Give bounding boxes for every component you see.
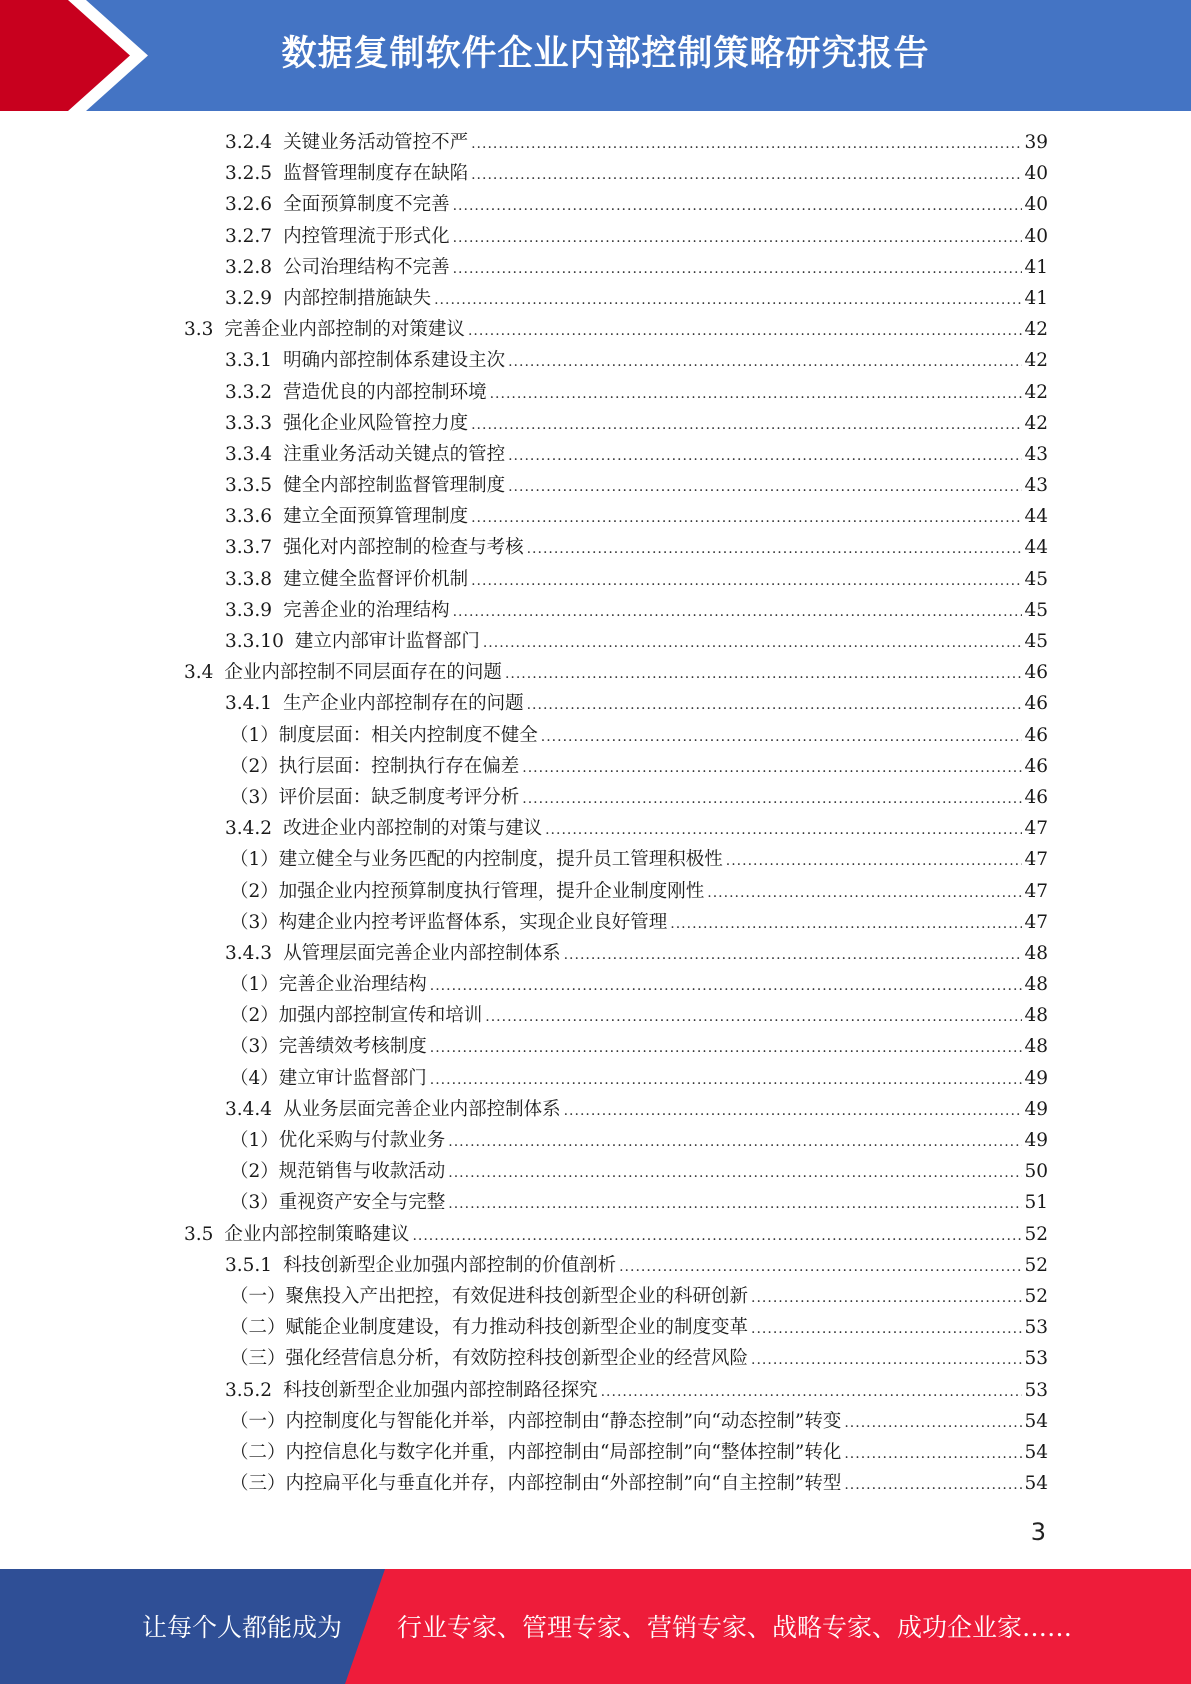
toc-entry-title: （1）建立健全与业务匹配的内控制度，提升员工管理积极性 <box>230 849 723 871</box>
toc-entry[interactable] <box>0 907 1191 938</box>
toc-entry-title: （三）强化经营信息分析，有效防控科技创新型企业的经营风险 <box>230 1348 749 1370</box>
toc-entry[interactable] <box>0 377 1191 408</box>
toc-entry-title: 关键业务活动管控不严 <box>283 132 469 153</box>
toc-leader-dots <box>468 316 1023 347</box>
toc-entry-page: 47 <box>1024 911 1048 933</box>
toc-entry-number: 3.3.6 <box>225 506 273 528</box>
toc-entry-title: （二）赋能企业制度建设，有力推动科技创新型企业的制度变革 <box>230 1317 749 1339</box>
toc-entry-title: 建立全面预算管理制度 <box>283 506 469 528</box>
toc-leader-dots <box>453 254 1023 285</box>
toc-entry-page: 46 <box>1024 693 1048 715</box>
toc-leader-dots <box>619 1252 1022 1283</box>
document-title: 数据复制软件企业内部控制策略研究报告 <box>281 34 930 74</box>
toc-entry[interactable] <box>0 1375 1191 1406</box>
toc-leader-dots <box>490 379 1023 410</box>
toc-entry-page: 45 <box>1024 568 1048 590</box>
toc-entry-title: （1）完善企业治理结构 <box>230 974 427 996</box>
toc-entry-title: （4）建立审计监督部门 <box>230 1067 427 1089</box>
toc-entry-page: 42 <box>1024 381 1048 403</box>
toc-entry-page: 52 <box>1024 1285 1048 1307</box>
toc-entry-title: （1）优化采购与付款业务 <box>230 1130 446 1151</box>
toc-entry-number: 3.4.4 <box>225 1098 273 1120</box>
toc-entry-title: （2）加强企业内控预算制度执行管理，提升企业制度刚性 <box>230 880 705 902</box>
toc-entry-title: 科技创新型企业加强内部控制路径探究 <box>283 1379 598 1401</box>
toc-entry-title: （3）评价层面：缺乏制度考评分析 <box>230 786 520 808</box>
toc-entry[interactable] <box>0 720 1191 751</box>
toc-entry-title: 建立健全监督评价机制 <box>283 568 469 590</box>
toc-entry-number: 3.3.5 <box>225 475 273 497</box>
toc-entry[interactable] <box>0 626 1191 657</box>
toc-entry[interactable] <box>0 439 1191 470</box>
toc-leader-dots <box>527 534 1023 565</box>
toc-entry-title: 企业内部控制不同层面存在的问题 <box>224 662 502 684</box>
toc-entry-title: 注重业务活动关键点的管控 <box>283 443 506 465</box>
footer-slogan-right: 行业专家、管理专家、营销专家、战略专家、成功企业家…… <box>397 1613 1073 1642</box>
toc-leader-dots <box>751 1314 1022 1345</box>
toc-entry-title: （2）规范销售与收款活动 <box>230 1161 446 1183</box>
toc-entry-title: 建立内部审计监督部门 <box>294 631 480 652</box>
toc-entry[interactable] <box>0 1406 1191 1437</box>
toc-entry-page: 47 <box>1024 849 1048 871</box>
toc-entry-page: 42 <box>1024 350 1048 372</box>
toc-leader-dots <box>564 940 1023 971</box>
toc-entry-page: 46 <box>1024 724 1048 746</box>
toc-entry-page: 42 <box>1024 412 1048 434</box>
toc-entry-title: 科技创新型企业加强内部控制的价值剖析 <box>283 1254 617 1276</box>
toc-entry[interactable] <box>0 1063 1191 1094</box>
toc-leader-dots <box>751 1345 1022 1376</box>
toc-entry-number: 3.2.7 <box>225 225 273 247</box>
toc-leader-dots <box>448 1127 1022 1158</box>
toc-leader-dots <box>844 1439 1022 1470</box>
toc-entry[interactable] <box>0 782 1191 813</box>
toc-entry-number: 3.3.2 <box>225 381 273 403</box>
toc-entry-page: 40 <box>1024 194 1048 216</box>
toc-leader-dots <box>453 223 1023 254</box>
toc-leader-dots <box>508 347 1022 378</box>
toc-entry-title: 全面预算制度不完善 <box>283 194 450 216</box>
toc-entry[interactable] <box>0 657 1191 688</box>
toc-entry-number: 3.2.5 <box>225 163 273 185</box>
footer-band <box>0 1569 1191 1684</box>
toc-entry-number: 3.3.4 <box>225 443 273 465</box>
page-number: 3 <box>1030 1518 1046 1546</box>
toc-entry-title: 生产企业内部控制存在的问题 <box>283 693 524 715</box>
toc-entry-page: 46 <box>1024 755 1048 777</box>
toc-entry[interactable] <box>0 470 1191 501</box>
toc-entry-title: （2）加强内部控制宣传和培训 <box>230 1005 483 1027</box>
toc-entry-title: （3）构建企业内控考评监督体系，实现企业良好管理 <box>230 911 668 933</box>
toc-entry-page: 51 <box>1024 1192 1048 1214</box>
toc-entry-title: 从业务层面完善企业内部控制体系 <box>283 1098 561 1120</box>
toc-leader-dots <box>430 1033 1023 1064</box>
toc-entry-number: 3.3 <box>184 319 214 341</box>
toc-leader-dots <box>751 1283 1022 1314</box>
toc-entry-page: 44 <box>1024 506 1048 528</box>
table-of-contents <box>0 127 1191 1499</box>
toc-entry[interactable] <box>0 345 1191 376</box>
toc-leader-dots <box>508 441 1022 472</box>
toc-entry-number: 3.2.9 <box>225 287 273 309</box>
toc-entry[interactable] <box>0 1437 1191 1468</box>
toc-leader-dots <box>726 846 1023 877</box>
toc-entry-number: 3.4 <box>184 662 214 684</box>
toc-entry-page: 48 <box>1024 1005 1048 1027</box>
toc-leader-dots <box>508 472 1022 503</box>
toc-leader-dots <box>564 1096 1023 1127</box>
toc-entry-title: （2）执行层面：控制执行存在偏差 <box>230 755 520 777</box>
toc-entry-title: 完善企业的治理结构 <box>283 599 450 621</box>
toc-entry-number: 3.4.3 <box>225 942 273 964</box>
toc-entry-title: 企业内部控制策略建议 <box>224 1223 410 1245</box>
toc-entry-title: 营造优良的内部控制环境 <box>283 381 487 403</box>
toc-entry-page: 46 <box>1024 662 1048 684</box>
toc-entry-page: 48 <box>1024 942 1048 964</box>
toc-entry-page: 53 <box>1024 1379 1048 1401</box>
toc-entry[interactable] <box>0 1468 1191 1499</box>
toc-entry[interactable] <box>0 844 1191 875</box>
toc-leader-dots <box>844 1408 1022 1439</box>
toc-entry-page: 39 <box>1024 132 1048 153</box>
toc-entry-title: 从管理层面完善企业内部控制体系 <box>283 942 561 964</box>
toc-entry[interactable] <box>0 1312 1191 1343</box>
toc-entry[interactable] <box>0 813 1191 844</box>
toc-entry[interactable] <box>0 1343 1191 1374</box>
toc-entry-number: 3.2.8 <box>225 256 273 278</box>
toc-entry-number: 3.3.8 <box>225 568 273 590</box>
toc-leader-dots <box>453 597 1023 628</box>
toc-leader-dots <box>505 659 1023 690</box>
toc-entry-title: 内部控制措施缺失 <box>283 287 432 309</box>
toc-entry-page: 45 <box>1024 631 1048 652</box>
toc-leader-dots <box>471 566 1022 597</box>
toc-entry-page: 43 <box>1024 475 1048 497</box>
toc-entry-number: 3.2.4 <box>225 132 273 153</box>
toc-leader-dots <box>471 129 1022 160</box>
toc-entry-page: 54 <box>1024 1441 1048 1463</box>
toc-leader-dots <box>485 1002 1022 1033</box>
toc-entry-page: 47 <box>1024 880 1048 902</box>
toc-entry-title: （一）内控制度化与智能化并举，内部控制由“静态控制”向“动态控制”转变 <box>230 1410 842 1432</box>
toc-leader-dots <box>670 909 1022 940</box>
toc-entry-page: 48 <box>1024 974 1048 996</box>
toc-entry[interactable] <box>0 314 1191 345</box>
toc-entry-page: 52 <box>1024 1223 1048 1245</box>
toc-entry-page: 44 <box>1024 537 1048 559</box>
toc-entry[interactable] <box>0 189 1191 220</box>
toc-entry-title: 健全内部控制监督管理制度 <box>283 475 506 497</box>
toc-entry-page: 49 <box>1024 1130 1048 1151</box>
toc-entry-page: 53 <box>1024 1348 1048 1370</box>
toc-entry[interactable] <box>0 938 1191 969</box>
toc-entry[interactable] <box>0 408 1191 439</box>
toc-entry-title: （1）制度层面：相关内控制度不健全 <box>230 724 538 746</box>
toc-entry-page: 43 <box>1024 443 1048 465</box>
toc-entry[interactable] <box>0 1250 1191 1281</box>
toc-entry-title: 强化对内部控制的检查与考核 <box>283 537 524 559</box>
toc-entry-number: 3.4.1 <box>225 693 273 715</box>
toc-entry-page: 42 <box>1024 319 1048 341</box>
toc-entry-page: 41 <box>1024 287 1048 309</box>
toc-entry-number: 3.5 <box>184 1223 214 1245</box>
toc-entry[interactable] <box>0 1000 1191 1031</box>
toc-entry-page: 49 <box>1024 1067 1048 1089</box>
toc-entry-number: 3.2.6 <box>225 194 273 216</box>
toc-leader-dots <box>471 410 1022 441</box>
toc-entry-title: （二）内控信息化与数字化并重，内部控制由“局部控制”向“整体控制”转化 <box>230 1441 842 1463</box>
toc-entry[interactable] <box>0 532 1191 563</box>
toc-entry-title: 公司治理结构不完善 <box>283 256 450 278</box>
toc-leader-dots <box>545 815 1022 846</box>
toc-leader-dots <box>448 1189 1022 1220</box>
toc-entry-page: 50 <box>1024 1161 1048 1183</box>
toc-entry[interactable] <box>0 1187 1191 1218</box>
toc-entry-page: 41 <box>1024 256 1048 278</box>
toc-entry-title: （3）完善绩效考核制度 <box>230 1036 427 1058</box>
toc-leader-dots <box>522 784 1022 815</box>
toc-leader-dots <box>541 722 1023 753</box>
toc-entry-title: 改进企业内部控制的对策与建议 <box>283 818 543 840</box>
toc-entry-page: 48 <box>1024 1036 1048 1058</box>
toc-entry[interactable] <box>0 1156 1191 1187</box>
toc-entry-number: 3.3.10 <box>225 631 284 652</box>
toc-leader-dots <box>527 690 1023 721</box>
toc-leader-dots <box>844 1470 1022 1501</box>
toc-leader-dots <box>448 1158 1022 1189</box>
toc-entry-page: 49 <box>1024 1098 1048 1120</box>
toc-entry-page: 45 <box>1024 599 1048 621</box>
toc-entry-number: 3.3.9 <box>225 599 273 621</box>
toc-leader-dots <box>412 1221 1022 1252</box>
toc-entry-title: 强化企业风险管控力度 <box>283 412 469 434</box>
toc-entry[interactable] <box>0 1281 1191 1312</box>
toc-entry-page: 53 <box>1024 1317 1048 1339</box>
toc-leader-dots <box>434 285 1022 316</box>
toc-entry-page: 47 <box>1024 818 1048 840</box>
toc-entry[interactable] <box>0 1125 1191 1156</box>
toc-leader-dots <box>430 1065 1023 1096</box>
toc-leader-dots <box>522 753 1022 784</box>
toc-leader-dots <box>601 1377 1023 1408</box>
toc-entry-title: （一）聚焦投入产出把控，有效促进科技创新型企业的科研创新 <box>230 1285 749 1307</box>
toc-entry-page: 40 <box>1024 225 1048 247</box>
toc-entry-number: 3.3.7 <box>225 537 273 559</box>
toc-entry[interactable] <box>0 751 1191 782</box>
toc-entry-number: 3.3.1 <box>225 350 273 372</box>
toc-entry[interactable] <box>0 595 1191 626</box>
toc-leader-dots <box>430 971 1023 1002</box>
toc-entry-title: （三）内控扁平化与垂直化并存，内部控制由“外部控制”向“自主控制”转型 <box>230 1473 842 1495</box>
toc-entry[interactable] <box>0 1219 1191 1250</box>
toc-entry[interactable] <box>0 564 1191 595</box>
toc-leader-dots <box>453 191 1023 222</box>
toc-entry-title: 监督管理制度存在缺陷 <box>283 163 469 185</box>
toc-entry-page: 40 <box>1024 163 1048 185</box>
toc-entry-page: 46 <box>1024 786 1048 808</box>
toc-entry[interactable] <box>0 688 1191 719</box>
toc-entry[interactable] <box>0 969 1191 1000</box>
toc-leader-dots <box>471 160 1022 191</box>
toc-entry-title: 完善企业内部控制的对策建议 <box>224 319 465 341</box>
toc-entry-title: （3）重视资产安全与完整 <box>230 1192 446 1214</box>
toc-entry[interactable] <box>0 252 1191 283</box>
toc-entry-page: 54 <box>1024 1410 1048 1432</box>
header-band <box>0 0 1191 111</box>
toc-entry-title: 内控管理流于形式化 <box>283 225 450 247</box>
toc-leader-dots <box>707 878 1022 909</box>
toc-entry[interactable] <box>0 221 1191 252</box>
toc-entry[interactable] <box>0 1031 1191 1062</box>
toc-entry[interactable] <box>0 876 1191 907</box>
toc-entry-number: 3.5.1 <box>225 1254 273 1276</box>
footer-slogan-left: 让每个人都能成为 <box>142 1613 343 1642</box>
toc-entry-number: 3.3.3 <box>225 412 273 434</box>
toc-entry[interactable] <box>0 283 1191 314</box>
toc-entry[interactable] <box>0 158 1191 189</box>
toc-entry-page: 54 <box>1024 1473 1048 1495</box>
toc-entry-number: 3.4.2 <box>225 818 273 840</box>
toc-entry[interactable] <box>0 127 1191 158</box>
toc-leader-dots <box>483 628 1023 659</box>
toc-entry[interactable] <box>0 1094 1191 1125</box>
toc-entry-page: 52 <box>1024 1254 1048 1276</box>
toc-entry-number: 3.5.2 <box>225 1379 273 1401</box>
toc-entry-title: 明确内部控制体系建设主次 <box>283 350 506 372</box>
toc-entry[interactable] <box>0 501 1191 532</box>
toc-leader-dots <box>471 503 1022 534</box>
